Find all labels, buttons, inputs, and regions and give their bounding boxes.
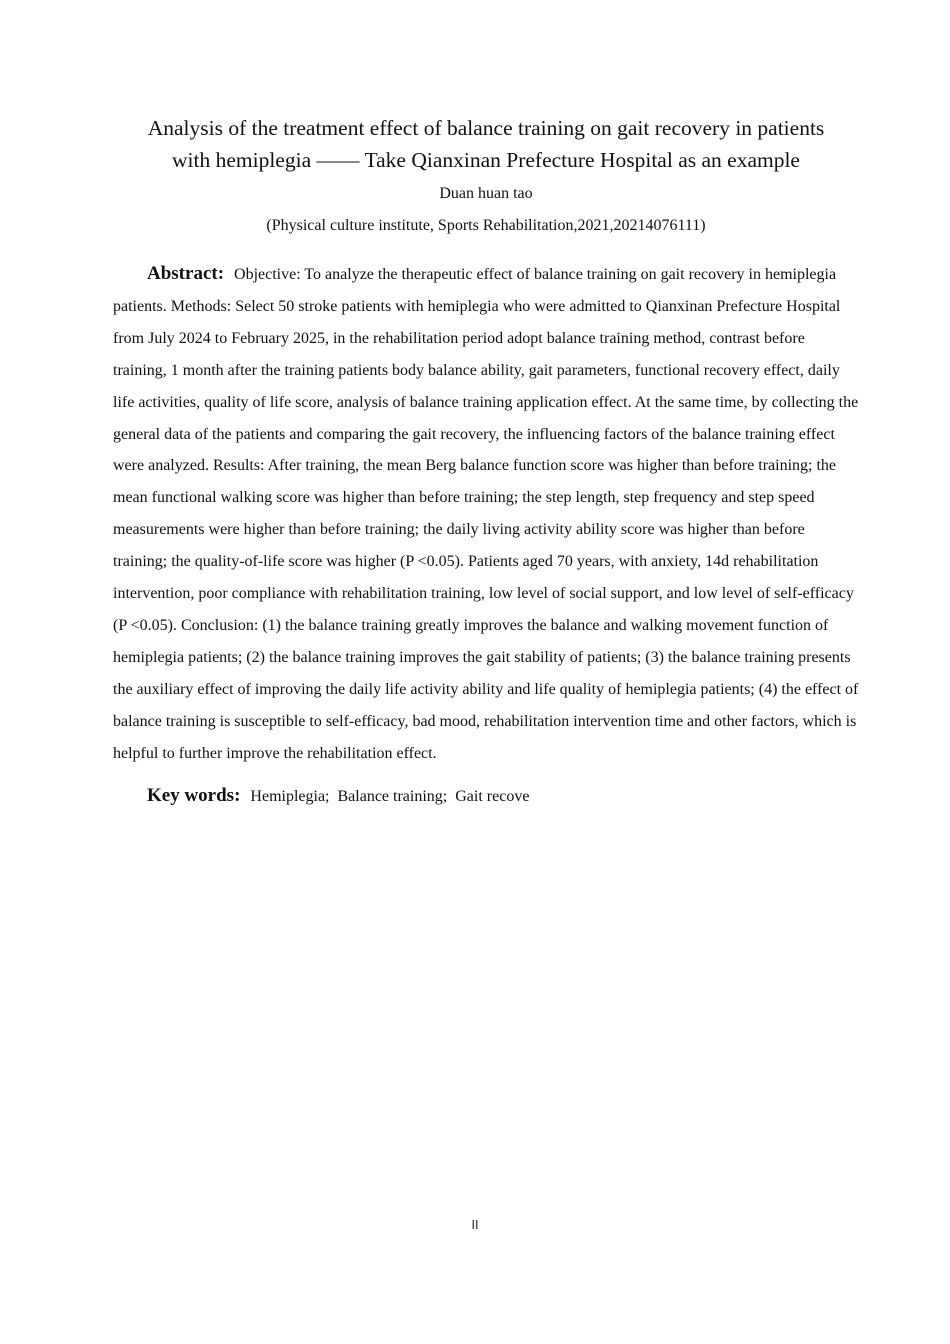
- keywords-paragraph: [113, 784, 859, 809]
- abstract-label: Abstract:: [147, 263, 225, 284]
- abstract-paragraph: [113, 258, 859, 770]
- title-line-2: with hemiplegia —— Take Qianxinan Prefecture Hospital as an example: [172, 148, 800, 172]
- keywords-label: Key words:: [147, 784, 241, 806]
- author-affiliation: (Physical culture institute, Sports Rehabilitation,2021,20214076111): [266, 217, 706, 234]
- keyword-item: Balance training;: [337, 787, 448, 805]
- keyword-item: Gait recove: [455, 787, 530, 805]
- title-line-1: Analysis of the treatment effect of balance training on gait recovery in patients: [147, 116, 825, 140]
- paper-title: [113, 112, 859, 176]
- keyword-item: Hemiplegia;: [250, 787, 330, 805]
- author-name: Duan huan tao: [439, 185, 533, 202]
- paper-page: [113, 112, 859, 809]
- abstract-text: Objective: To analyze the therapeutic effect of balance training on gait recovery in hemiplegia patients. Methods: Select 50 stroke patients with hemiplegia who were admitted to Qianxinan Prefecture Hospital from July 2024 to February 2025, in the rehabilitation period adopt balance training method, contrast before training, 1 month after the training patients body balance ability, gait parameters, functional recovery effect, daily life activities, quality of life score, analysis of balance training application effect. At the same time, by collecting the general data of the patients and comparing the gait recovery, the influencing factors of the balance training effect were analyzed. Results: After training, the mean Berg balance function score was higher than before training; the mean functional walking score was higher than before training; the step length, step frequency and step speed measurements were higher than before training; the daily living activity ability score was higher than before training; the quality-of-life score was higher (P <0.05). Patients aged 70 years, with anxiety, 14d rehabilitation intervention, poor compliance with rehabilitation training, low level of social support, and low level of self-efficacy (P <0.05). Conclusion: (1) the balance training greatly improves the balance and walking movement function of hemiplegia patients; (2) the balance training improves the gait stability of patients; (3) the balance training presents the auxiliary effect of improving the daily life activity ability and life quality of hemiplegia patients; (4) the effect of balance training is susceptible to self-efficacy, bad mood, rehabilitation intervention time and other factors, which is helpful to further improve the rehabilitation effect.: [113, 266, 859, 762]
- page-number: II: [471, 1218, 479, 1232]
